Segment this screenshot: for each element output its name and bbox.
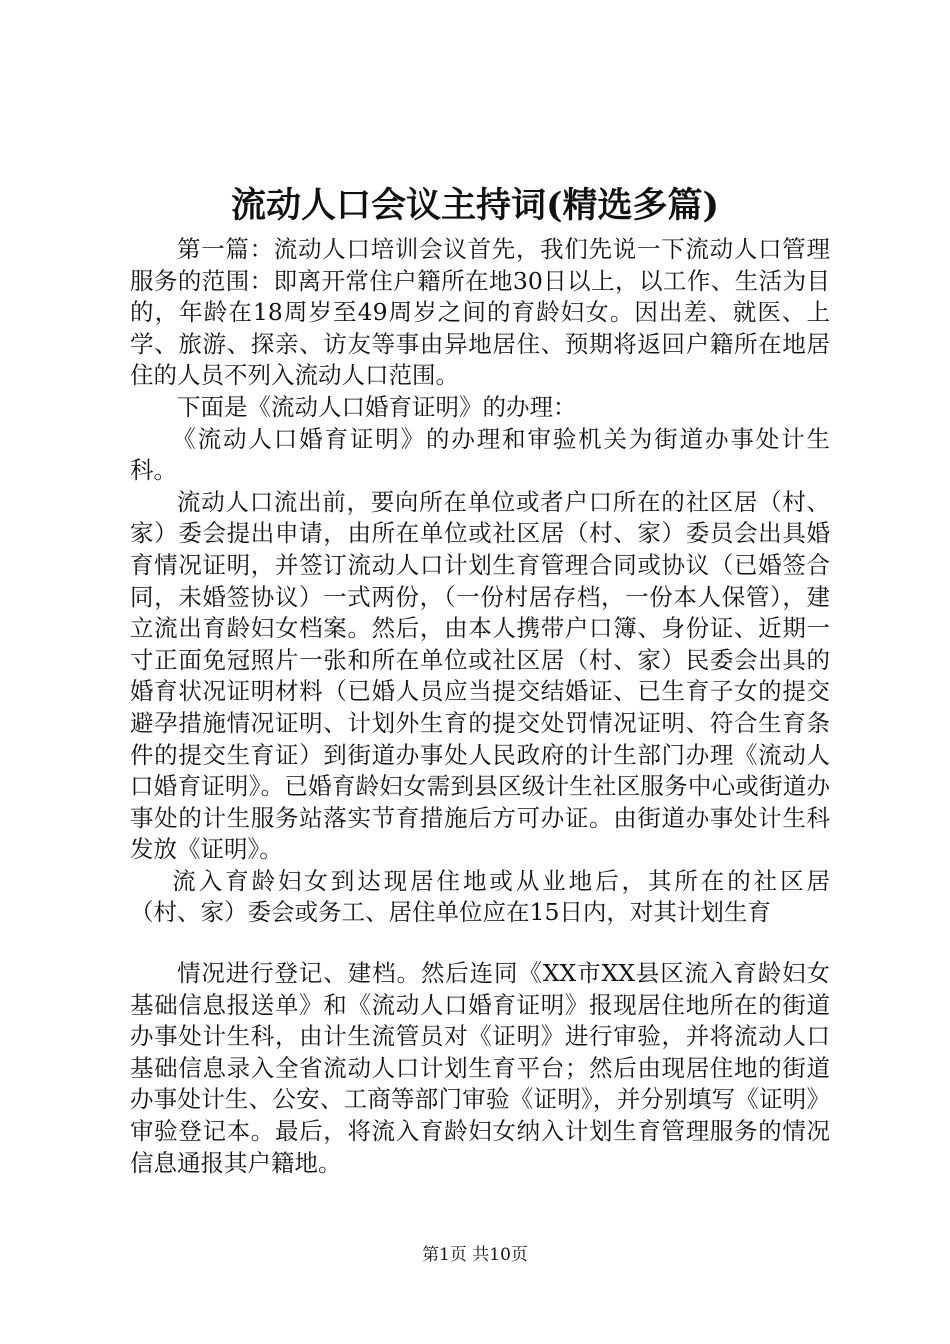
paragraph-inflow-continued: 情况进行登记、建档。然后连同《XX市XX县区流入育龄妇女基础信息报送单》和《流动人口婚育证明》报现居住地所在的街道办事处计生科，由计生流管员对《证明》进行审验，并将流动人口基础信息录入全省流动人口计划生育平台；然后由现居住地的街道办事处计生、公安、工商等部门审验《证明》，并分别填写《证明》审验登记本。最后，将流入育龄妇女纳入计划生育管理服务的情况信息通报其户籍地。 (130, 959, 830, 1177)
page-number: 第1页 共10页 (422, 1245, 528, 1265)
paragraph-outflow: 流动人口流出前，要向所在单位或者户口所在的社区居（村、家）委会提出申请，由所在单位或社区居（村、家）委员会出具婚育情况证明，并签订流动人口计划生育管理合同或协议（已婚签合同，未婚签协议）一式两份，（一份村居存档，一份本人保管），建立流出育龄妇女档案。然后，由本人携带户口簿、身份证、近期一寸正面免冠照片一张和所在单位或社区居（村、家）民委会出具的婚育状况证明材料（已婚人员应当提交结婚证、已生育子女的提交避孕措施情况证明、计划外生育的提交处罚情况证明、符合生育条件的提交生育证）到街道办事处人民政府的计生部门办理《流动人口婚育证明》。已婚育龄妇女需到县区级计生社区服务中心或街道办事处的计生服务站落实节育措施后方可办证。由街道办事处计生科发放《证明》。 (130, 487, 830, 864)
paragraph-authority: 《流动人口婚育证明》的办理和审验机关为街道办事处计生科。 (130, 424, 830, 485)
paragraph-inflow: 流入育龄妇女到达现居住地或从业地后，其所在的社区居（村、家）委会或务工、居住单位应在15日内，对其计划生育 (130, 866, 830, 927)
document-title: 流动人口会议主持词(精选多篇) (230, 185, 720, 226)
document-continuation (130, 958, 830, 1179)
paragraph-procedure-heading: 下面是《流动人口婚育证明》的办理： (177, 392, 577, 421)
paragraph-intro: 第一篇：流动人口培训会议首先，我们先说一下流动人口管理服务的范围：即离开常住户籍所在地30日以上，以工作、生活为目的，年龄在18周岁至49周岁之间的育龄妇女。因出差、就医、上学、旅游、探亲、访友等事由异地居住、预期将返回户籍所在地居住的人员不列入流动人口范围。 (130, 235, 830, 390)
document-body (130, 234, 830, 929)
